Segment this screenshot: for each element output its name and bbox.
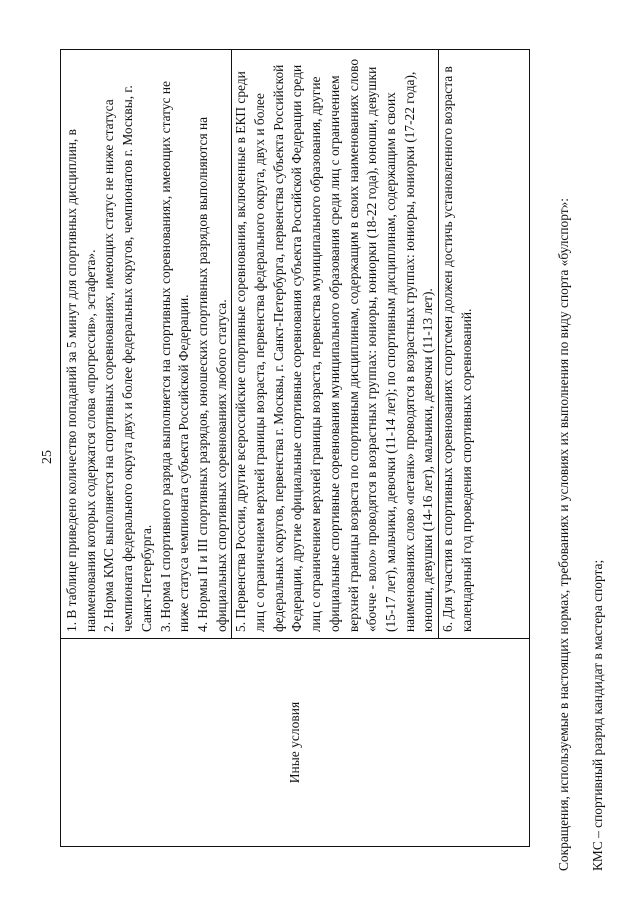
row-label: Иные условия xyxy=(287,701,302,784)
abbreviation-kms: КМС – спортивный разряд кандидат в мастера спорта; xyxy=(590,559,605,871)
notes-cell xyxy=(61,50,529,638)
notes-group-1 xyxy=(63,50,232,638)
note-6: 6. Для участия в спортивных соревнованиях спортсмен должен достичь установленного возраста в календарный год проведения спортивных соревнований. xyxy=(440,66,474,632)
note-3: 3. Норма I спортивного разряда выполняется на спортивных соревнованиях, имеющих статус не ниже статуса чемпионата субъекта Российской Федерации. xyxy=(157,81,192,632)
row-label-cell xyxy=(61,638,529,846)
note-4: 4. Нормы II и III спортивных разрядов, юношеских спортивных разрядов выполняются на официальных спортивных соревнованиях любого статуса. xyxy=(194,116,229,632)
note-5: 5. Первенства России, другие всероссийские спортивные соревнования, включенные в ЕКП среди лиц с ограничением верхней границы возраста, первенства федерального округа, двух и более федеральных округов, первенства г. Москвы, г. Санкт-Петербурга, первенства субъекта Российской Федерации, другие официальные спортивные соревнования субъекта Российской Федерации среди лиц с ограничением верхней границы возраста, первенства муниципального образования, другие официальные спортивные соревнования муниципального образования среди лиц с ограничением верхней границы возраста по спортивным дисциплинам, содержащим в своих наименованиях слово «бочче - воло» проводятся в возрастных группах: юниоры, юниорки (18-22 года), юноши, девушки (15-17 лет), мальчики, девочки (11-14 лет); по спортивным дисциплинам, содержащим в своих наименованиях слово «петанк» проводятся в возрастных группах: юниоры, юниорки (17-22 года), юноши, девушки (14-16 лет), мальчики, девочки (11-13 лет). xyxy=(233,58,436,632)
notes-group-3 xyxy=(439,54,476,632)
note-2: 2. Норма КМС выполняется на спортивных соревнованиях, имеющих статус не ниже статуса чемпионата федерального округа двух и более федеральных округов, чемпионатов г. Москвы, г. Санкт-Петербурга. xyxy=(101,85,154,632)
conditions-table xyxy=(60,49,530,847)
page-number: 25 xyxy=(40,450,55,464)
notes-group-2 xyxy=(232,50,439,638)
abbreviations-title: Сокращения, используемые в настоящих нормах, требованиях и условиях их выполнения по виду спорта «булспорт»: xyxy=(556,197,571,871)
note-1: 1. В таблице приведено количество попаданий за 5 минут для спортивных дисциплин, в наименования которых содержатся слова «прогрессив», эстафета». xyxy=(64,129,98,632)
